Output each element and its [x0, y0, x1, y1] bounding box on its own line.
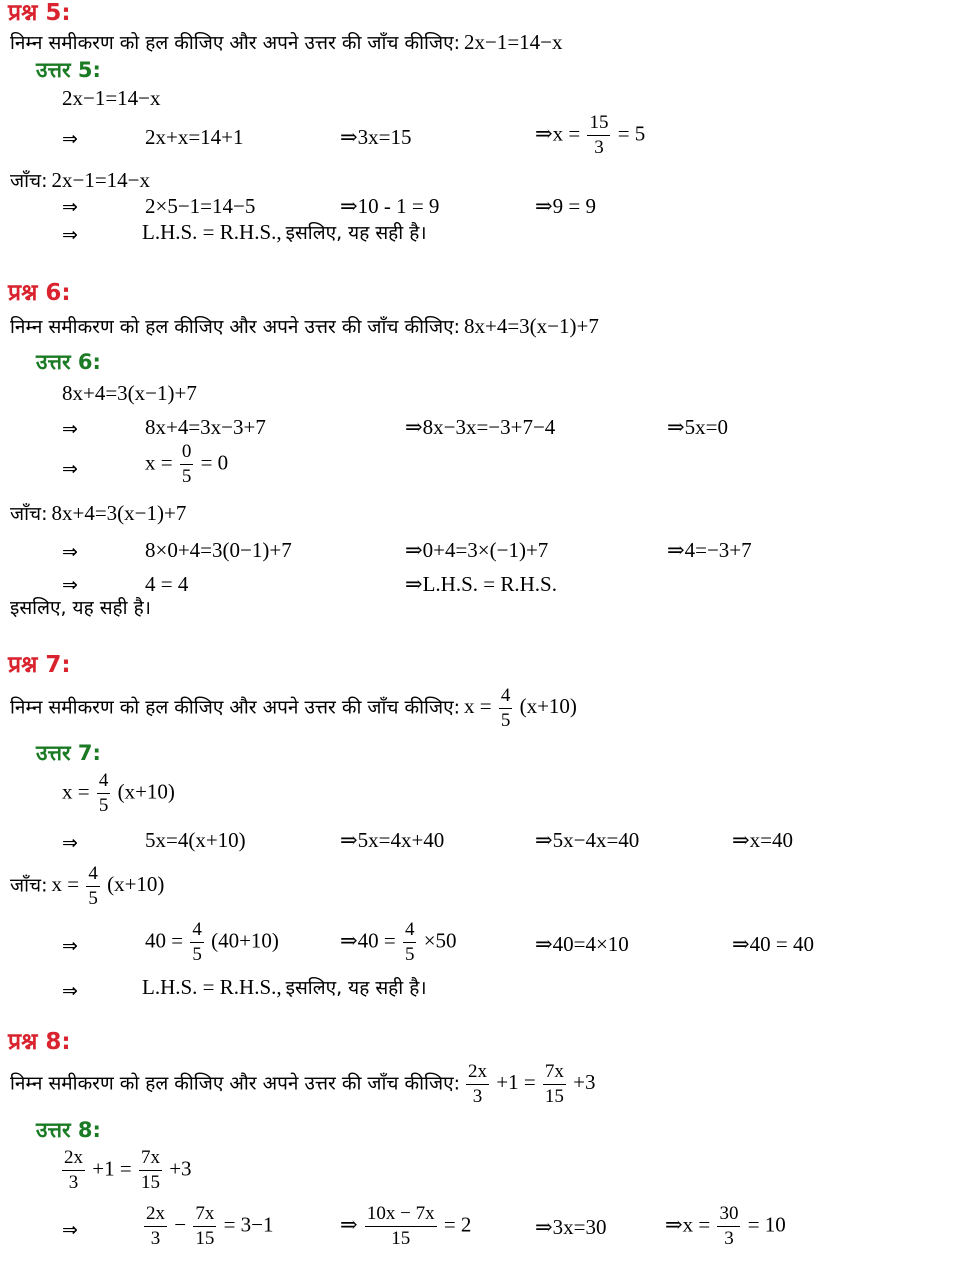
implies-arrow: ⇒ — [62, 980, 78, 1002]
answer-8-step-1: $\frac{2x}{3}$ − $\frac{7x}{15}$ = 3−1 — [146, 1203, 274, 1249]
question-5-prompt: निम्न समीकरण को हल कीजिए और अपने उत्तर की जाँच कीजिए: 2x−1=14−x — [10, 30, 563, 54]
answer-5-step-2: ⇒3x=15 — [340, 125, 412, 149]
fraction: $\frac{4}{5}$ — [88, 863, 98, 909]
check-7-step-2: ⇒40 = $\frac{4}{5}$ ×50 — [340, 919, 457, 965]
implies-arrow: ⇒ — [62, 224, 78, 246]
answer-8-step-0: $\frac{2x}{3}$ +1 = $\frac{7x}{15}$ +3 — [64, 1147, 192, 1193]
fraction: $\frac{7x}{15}$ — [140, 1147, 160, 1193]
question-6-title: प्रश्न 6: — [8, 280, 71, 306]
implies-arrow: ⇒ — [62, 196, 78, 218]
answer-7-step-2: ⇒5x=4x+40 — [340, 828, 445, 852]
implies-arrow: ⇒ — [62, 832, 78, 854]
implies-arrow: ⇒ — [62, 541, 78, 563]
question-7-title: प्रश्न 7: — [8, 652, 71, 678]
answer-8-title: उत्तर 8: — [36, 1118, 101, 1142]
check-7: जाँच: x = $\frac{4}{5}$ (x+10) — [10, 863, 165, 909]
answer-6-step-1: 8x+4=3x−3+7 — [145, 415, 266, 439]
question-8-title: प्रश्न 8: — [8, 1029, 71, 1055]
fraction: $\frac{2x}{3}$ — [467, 1061, 487, 1107]
answer-7-step-1: 5x=4(x+10) — [145, 828, 246, 852]
answer-7-title: उत्तर 7: — [36, 741, 101, 765]
check-6-step-3: ⇒4=−3+7 — [667, 538, 752, 562]
fraction: $\frac{4}{5}$ — [500, 685, 511, 731]
question-8-equation: $\frac{2x}{3}$ +1 = $\frac{7x}{15}$ +3 — [467, 1061, 596, 1107]
check-6-step-5: ⇒L.H.S. = R.H.S. — [405, 572, 557, 596]
answer-5-step-0: 2x−1=14−x — [62, 86, 161, 110]
question-5-equation: 2x−1=14−x — [463, 30, 563, 54]
fraction: $\frac{7x}{15}$ — [544, 1061, 564, 1107]
fraction: $\frac{30}{3}$ — [719, 1203, 739, 1249]
answer-5-title: उत्तर 5: — [36, 58, 101, 82]
check-6-step-1: 8×0+4=3(0−1)+7 — [145, 538, 292, 562]
answer-7-step-0: x = $\frac{4}{5}$ (x+10) — [62, 770, 175, 816]
implies-arrow: ⇒ — [62, 1219, 78, 1241]
answer-8-step-2: ⇒ $\frac{10x - 7x}{15}$ = 2 — [340, 1203, 472, 1249]
answer-6-step-4: x = $\frac{0}{5}$ = 0 — [145, 441, 229, 487]
question-5-title: प्रश्न 5: — [8, 0, 71, 26]
question-7-prompt: निम्न समीकरण को हल कीजिए और अपने उत्तर की जाँच कीजिए: x = $\frac{4}{5}$ (x+10) — [10, 685, 577, 731]
answer-6-step-2: ⇒8x−3x=−3+7−4 — [405, 415, 556, 439]
answer-6-step-0: 8x+4=3(x−1)+7 — [62, 381, 197, 405]
check-5-step-2: ⇒10 - 1 = 9 — [340, 194, 440, 218]
fraction: $\frac{2x}{3}$ — [146, 1203, 165, 1249]
check-6: जाँच: 8x+4=3(x−1)+7 — [10, 501, 187, 525]
fraction: $\frac{4}{5}$ — [192, 919, 202, 965]
check-5: जाँच: 2x−1=14−x — [10, 168, 151, 192]
question-6-prompt: निम्न समीकरण को हल कीजिए और अपने उत्तर की जाँच कीजिए: 8x+4=3(x−1)+7 — [10, 314, 599, 338]
fraction: $\frac{15}{3}$ — [589, 112, 609, 158]
fraction: $\frac{10x - 7x}{15}$ — [366, 1203, 435, 1249]
fraction: $\frac{0}{5}$ — [181, 441, 192, 487]
implies-arrow: ⇒ — [62, 574, 78, 596]
question-6-equation: 8x+4=3(x−1)+7 — [463, 314, 599, 338]
implies-arrow: ⇒ — [62, 418, 78, 440]
fraction: $\frac{2x}{3}$ — [64, 1147, 83, 1193]
implies-arrow: ⇒ — [62, 128, 78, 150]
check-5-step-1: 2×5−1=14−5 — [145, 194, 256, 218]
check-6-step-2: ⇒0+4=3×(−1)+7 — [405, 538, 549, 562]
question-7-equation: x = $\frac{4}{5}$ (x+10) — [463, 685, 577, 731]
answer-8-step-4: ⇒x = $\frac{30}{3}$ = 10 — [665, 1203, 786, 1249]
check-5-step-3: ⇒9 = 9 — [535, 194, 596, 218]
question-8-prompt: निम्न समीकरण को हल कीजिए और अपने उत्तर की जाँच कीजिए: $\frac{2x}{3}$ +1 = $\frac{7x}{15}$ +3 — [10, 1061, 596, 1107]
check-7-step-4: ⇒40 = 40 — [732, 932, 814, 956]
check-7-step-3: ⇒40=4×10 — [535, 932, 629, 956]
answer-8-step-3: ⇒3x=30 — [535, 1215, 607, 1239]
check-7-step-1: 40 = $\frac{4}{5}$ (40+10) — [145, 919, 279, 965]
answer-6-step-3: ⇒5x=0 — [667, 415, 728, 439]
fraction: $\frac{4}{5}$ — [404, 919, 415, 965]
answer-6-title: उत्तर 6: — [36, 350, 101, 374]
answer-7-step-3: ⇒5x−4x=40 — [535, 828, 640, 852]
check-6-step-4: 4 = 4 — [145, 572, 189, 596]
answer-5-step-3: ⇒x = $\frac{15}{3}$ = 5 — [535, 112, 646, 158]
fraction: $\frac{7x}{15}$ — [195, 1203, 215, 1249]
check-5-conclusion: L.H.S. = R.H.S., इसलिए, यह सही है। — [142, 220, 427, 244]
check-7-conclusion: L.H.S. = R.H.S., इसलिए, यह सही है। — [142, 975, 427, 999]
fraction: $\frac{4}{5}$ — [98, 770, 109, 816]
check-6-conclusion: इसलिए, यह सही है। — [10, 597, 151, 619]
implies-arrow: ⇒ — [62, 935, 78, 957]
answer-5-step-1: 2x+x=14+1 — [145, 125, 244, 149]
implies-arrow: ⇒ — [62, 458, 78, 480]
answer-7-step-4: ⇒x=40 — [732, 828, 793, 852]
